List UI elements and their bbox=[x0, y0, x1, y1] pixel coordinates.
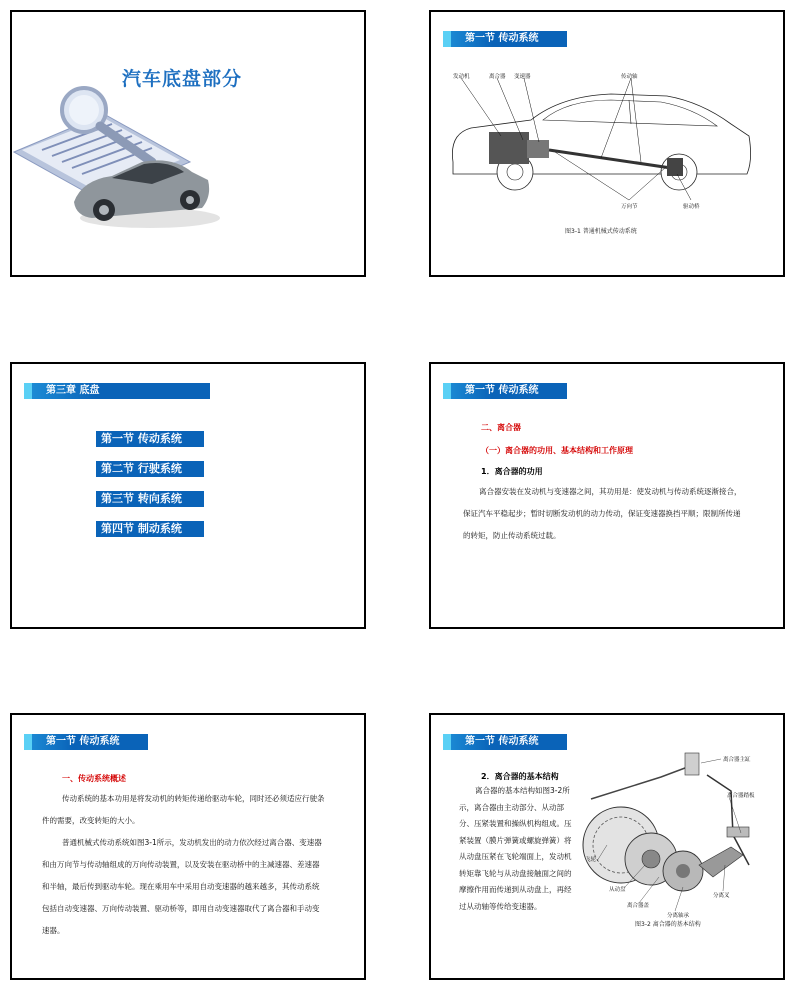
label-driven-disc: 从动盘 bbox=[609, 887, 626, 893]
section-header: 第一节 传动系统 bbox=[443, 734, 567, 750]
paragraph-1: 传动系统的基本功用是将发动机的转矩传递给驱动车轮，同时还必须适应行驶条件的需要，改变转矩的大小。 bbox=[42, 794, 325, 825]
label-master-cylinder: 离合器主缸 bbox=[723, 757, 751, 763]
heading-clutch-structure: 2．离合器的基本结构 bbox=[481, 772, 559, 781]
slide-clutch-structure[interactable] bbox=[429, 713, 785, 980]
label-driveshaft: 传动轴 bbox=[621, 74, 638, 80]
figure-caption: 图3-2 离合器的基本结构 bbox=[635, 921, 701, 928]
label-clutch: 离合器 bbox=[489, 74, 506, 80]
paragraph-2: 普通机械式传动系统如图3-1所示，发动机发出的动力依次经过离合器、变速器和由万向节与传动轴组成的万向传动装置，以及安装在驱动桥中的主减速器、差速器和半轴，最后传到驱动车轮。现在乘用车中采用自动变速器的越来越多，其传动系统包括自动变速器、万向传动装置、驱动桥等，即用自动变速器取代了离合器和手动变速器。 bbox=[42, 838, 322, 935]
label-flywheel: 飞轮 bbox=[585, 857, 597, 863]
chapter-header: 第三章 底盘 bbox=[24, 383, 210, 399]
car-drivetrain-diagram bbox=[431, 12, 785, 277]
label-release-fork: 分离叉 bbox=[713, 893, 730, 899]
title-text: 汽车底盘部分 bbox=[122, 68, 243, 90]
figure-caption: 图3-1 普通机械式传动系统 bbox=[565, 228, 637, 235]
slide-clutch-function[interactable] bbox=[429, 362, 785, 629]
label-gearbox: 变速器 bbox=[514, 74, 531, 80]
label-engine: 发动机 bbox=[453, 74, 470, 80]
heading-function-structure: （一）离合器的功用、基本结构和工作原理 bbox=[481, 446, 633, 455]
section-header: 第一节 传动系统 bbox=[443, 31, 567, 47]
label-ujoint: 万向节 bbox=[621, 204, 638, 210]
body-text: 离合器的基本结构如图3-2所示，离合器由主动部分、从动部分、压紧装置和操纵机构组成。压紧装置（膜片弹簧或螺旋弹簧）将从动盘压紧在飞轮端面上，发动机转矩靠飞轮与从动盘接触面之间的摩擦作用而传递到从动盘上，再经过从动轴等传给变速器。 bbox=[459, 786, 572, 911]
slide-drivetrain-overview[interactable] bbox=[10, 713, 366, 980]
heading-clutch-function: 1．离合器的功用 bbox=[481, 467, 543, 476]
toc-item-braking[interactable]: 第四节 制动系统 bbox=[96, 521, 204, 537]
body-text: 离合器安装在发动机与变速器之间，其功用是：使发动机与传动系统逐渐接合，保证汽车平稳起步；暂时切断发动机的动力传动，保证变速器换挡平顺；限制所传递的转矩，防止传动系统过载。 bbox=[463, 487, 742, 540]
label-pressure-cover: 离合器盖 bbox=[627, 903, 650, 909]
label-pedal: 离合器踏板 bbox=[727, 793, 755, 799]
section-header: 第一节 传动系统 bbox=[443, 383, 567, 399]
document-magnifier-illustration bbox=[12, 12, 366, 277]
heading-overview: 一、传动系统概述 bbox=[62, 774, 126, 783]
heading-clutch: 二、离合器 bbox=[481, 423, 521, 432]
toc-item-transmission[interactable]: 第一节 传动系统 bbox=[96, 431, 204, 447]
slide-title[interactable] bbox=[10, 10, 366, 277]
label-drive-axle: 驱动桥 bbox=[683, 204, 700, 210]
slide-drivetrain[interactable] bbox=[429, 10, 785, 277]
section-header: 第一节 传动系统 bbox=[24, 734, 148, 750]
toc-item-running[interactable]: 第二节 行驶系统 bbox=[96, 461, 204, 477]
toc-item-steering[interactable]: 第三节 转向系统 bbox=[96, 491, 204, 507]
label-release-bearing: 分离轴承 bbox=[667, 913, 690, 919]
slide-toc[interactable] bbox=[10, 362, 366, 629]
